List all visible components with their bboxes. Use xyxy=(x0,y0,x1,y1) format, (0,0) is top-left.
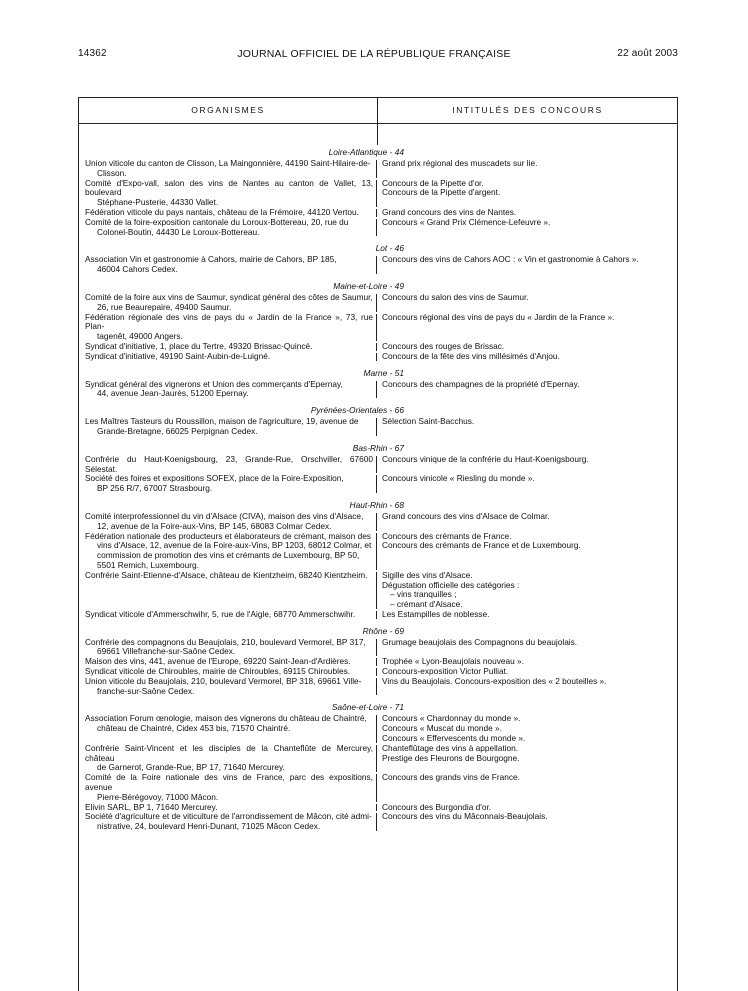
department-section xyxy=(79,146,677,237)
concours-line: Prestige des Fleurons de Bourgogne. xyxy=(382,752,520,763)
organisme-line: Fédération régionale des vins de pays du « Jardin de la France », 73, rue Plan- xyxy=(85,311,373,332)
concours-line: Concours de la fête des vins millésimés d'Anjou. xyxy=(382,350,560,361)
organisme-line: Maison des vins, 441, avenue de l'Europe, 69220 Saint-Jean-d'Ardières. xyxy=(85,656,351,667)
table-row xyxy=(79,571,677,610)
table-row xyxy=(79,610,677,620)
page-number: 14362 xyxy=(78,48,107,59)
table-row xyxy=(79,179,677,208)
organisme-cell xyxy=(79,352,373,362)
organisme-line: franche-sur-Saône Cedex. xyxy=(97,685,195,696)
organisme-line: 44, avenue Jean-Jaurès, 51200 Epernay. xyxy=(97,388,249,399)
column-header-organismes: ORGANISMES xyxy=(79,98,378,124)
organisme-line: Société des foires et expositions SOFEX, place de la Foire-Exposition, xyxy=(85,473,344,484)
organisme-line: tagenêt, 49000 Angers. xyxy=(97,331,183,342)
concours-line: Sigille des vins d'Alsace. xyxy=(382,569,473,580)
concours-line: Concours-exposition Victor Pulliat. xyxy=(382,666,509,677)
table-row xyxy=(79,677,677,697)
organisme-cell xyxy=(79,677,373,697)
table-body xyxy=(79,146,677,837)
table-row xyxy=(79,159,677,179)
concours-line: Concours des crémants de France. xyxy=(382,530,512,541)
concours-cell xyxy=(373,179,672,208)
organisme-line: 46004 Cahors Cedex. xyxy=(97,264,178,275)
organisme-line: Syndicat viticole d'Ammerschwihr, 5, rue de l'Aigle, 68770 Ammerschwihr. xyxy=(85,608,356,619)
publication-date: 22 août 2003 xyxy=(617,48,678,59)
table-row xyxy=(79,218,677,238)
organisme-line: Les Maîtres Tasteurs du Roussillon, maison de l'agriculture, 19, avenue de xyxy=(85,416,359,427)
concours-line: Grand prix régional des muscadets sur lie. xyxy=(382,158,538,168)
department-heading: Maine-et-Loire - 49 xyxy=(333,280,404,291)
department-heading: Rhône - 69 xyxy=(362,625,404,636)
organisme-line: Comité interprofessionnel du vin d'Alsace (CIVA), maison des vins d'Alsace, xyxy=(85,510,364,521)
table-row xyxy=(79,512,677,532)
organisme-cell xyxy=(79,218,373,238)
organisme-line: Colonel-Boutin, 44430 Le Loroux-Bottereau. xyxy=(97,226,260,237)
department-section xyxy=(79,625,677,697)
concours-line: Grand concours des vins d'Alsace de Colmar. xyxy=(382,510,550,521)
concours-line: Concours « Chardonnay du monde ». xyxy=(382,713,521,724)
concours-line: Concours « Effervescents du monde ». xyxy=(382,733,526,744)
organisme-line: Grande-Bretagne, 66025 Perpignan Cedex. xyxy=(97,425,258,436)
concours-line: Concours vinique de la confrérie du Haut-Koenigsbourg. xyxy=(382,453,589,464)
organisme-line: Comité de la Foire nationale des vins de France, parc des expositions, avenue xyxy=(85,772,373,793)
concours-cell xyxy=(373,255,672,275)
concours-line: Concours régional des vins de pays du « Jardin de la France ». xyxy=(382,311,615,322)
department-heading: Haut-Rhin - 68 xyxy=(349,499,404,510)
department-heading: Saône-et-Loire - 71 xyxy=(331,702,404,713)
table-row xyxy=(79,474,677,494)
table-row xyxy=(79,744,677,773)
concours-line: Grumage beaujolais des Compagnons du beaujolais. xyxy=(382,636,578,647)
organisme-line: de Garnerot, Grande-Rue, BP 17, 71640 Mercurey. xyxy=(97,762,285,773)
table-row xyxy=(79,773,677,802)
table-row xyxy=(79,812,677,832)
concours-line: Concours « Muscat du monde ». xyxy=(382,723,502,734)
organisme-cell xyxy=(79,744,373,773)
table-row xyxy=(79,638,677,658)
organisme-line: Confrérie du Haut-Koenigsbourg, 23, Grande-Rue, Orschviller, 67600 Sélestat. xyxy=(85,453,373,474)
department-section xyxy=(79,242,677,275)
concours-cell xyxy=(373,417,672,437)
organisme-cell xyxy=(79,532,373,571)
organisme-line: Comité d'Expo-vall, salon des vins de Nantes au canton de Vallet, 13, boulevard xyxy=(85,177,373,198)
organisme-line: Fédération nationale des producteurs et élaborateurs de crémant, maison des xyxy=(85,530,371,541)
concours-cell xyxy=(373,218,672,238)
organisme-line: Union viticole du Beaujolais, 210, boulevard Vermorel, BP 318, 69661 Ville- xyxy=(85,675,362,686)
concours-cell xyxy=(373,677,672,697)
organisme-line: Société d'agriculture et de viticulture de l'arrondissement de Mâcon, cité admi- xyxy=(85,811,372,822)
concours-line: Vins du Beaujolais. Concours-exposition des « 2 bouteilles ». xyxy=(382,675,607,686)
organisme-line: château de Chaintré, Cidex 453 bis, 71570 Chaintré. xyxy=(97,723,291,734)
table-row xyxy=(79,455,677,475)
concours-line: Concours des grands vins de France. xyxy=(382,772,520,783)
concours-cell xyxy=(373,380,672,400)
organisme-line: Confrérie Saint-Vincent et les disciples de la Chanteflûte de Mercurey, château xyxy=(85,742,373,763)
organisme-cell xyxy=(79,380,373,400)
concours-cell xyxy=(373,159,672,179)
concours-cell xyxy=(373,714,672,743)
concours-line: Trophée « Lyon-Beaujolais nouveau ». xyxy=(382,656,524,667)
column-header-intitules: INTITULÉS DES CONCOURS xyxy=(378,98,677,124)
department-section xyxy=(79,499,677,620)
concours-cell xyxy=(373,474,672,494)
organisme-line: Elivin SARL, BP 1, 71640 Mercurey. xyxy=(85,801,218,812)
department-section xyxy=(79,701,677,832)
organisme-line: Union viticole du canton de Clisson, La Maingonnière, 44190 Saint-Hilaire-de- xyxy=(85,158,371,168)
concours-line: Sélection Saint-Bacchus. xyxy=(382,416,475,427)
organisme-line: nistrative, 24, boulevard Henri-Dunant, 71025 Mâcon Cedex. xyxy=(97,821,321,832)
table-row xyxy=(79,313,677,342)
concours-cell xyxy=(373,638,672,658)
organisme-line: Clisson. xyxy=(97,167,127,178)
concours-line: Concours de la Pipette d'argent. xyxy=(382,187,501,198)
concours-cell xyxy=(373,773,672,802)
concours-cell xyxy=(373,512,672,532)
organisme-line: 5501 Remich, Luxembourg. xyxy=(97,559,199,570)
concours-line: Concours des Burgondia d'or. xyxy=(382,801,492,812)
department-section xyxy=(79,280,677,362)
concours-line: Chanteflûtage des vins à appellation. xyxy=(382,742,519,753)
organisme-line: Association Forum œnologie, maison des vignerons du château de Chaintré, xyxy=(85,713,367,724)
concours-cell xyxy=(373,293,672,313)
table-row xyxy=(79,532,677,571)
concours-line: Grand concours des vins de Nantes. xyxy=(382,206,517,217)
organisme-cell xyxy=(79,610,373,620)
organisme-cell xyxy=(79,179,373,208)
organisme-cell xyxy=(79,455,373,475)
organisme-cell xyxy=(79,773,373,802)
journal-title: JOURNAL OFFICIEL DE LA RÉPUBLIQUE FRANÇAISE xyxy=(237,48,511,60)
column-divider xyxy=(377,123,378,145)
organisme-line: Comité de la foire-exposition cantonale du Loroux-Bottereau, 20, rue du xyxy=(85,216,349,227)
organisme-line: commission de promotion des vins et crémants de Luxembourg, BP 50, xyxy=(97,550,360,561)
organisme-cell xyxy=(79,571,373,610)
concours-line: Concours des champagnes de la propriété d'Epernay. xyxy=(382,378,580,389)
organisme-cell xyxy=(79,512,373,532)
organisme-cell xyxy=(79,293,373,313)
table-row xyxy=(79,255,677,275)
department-section xyxy=(79,367,677,400)
concours-cell xyxy=(373,610,672,620)
organisme-cell xyxy=(79,159,373,179)
concours-cell xyxy=(373,532,672,571)
concours-table xyxy=(78,97,678,991)
concours-cell xyxy=(373,812,672,832)
concours-line: Dégustation officielle des catégories : xyxy=(382,579,520,590)
organisme-cell xyxy=(79,812,373,832)
department-section xyxy=(79,404,677,437)
organisme-line: 26, rue Beaurepaire, 49400 Saumur. xyxy=(97,301,232,312)
organisme-cell xyxy=(79,638,373,658)
table-row xyxy=(79,417,677,437)
organisme-line: BP 256 R/7, 67007 Strasbourg. xyxy=(97,483,213,494)
concours-line: Concours des vins de Cahors AOC : « Vin et gastronomie à Cahors ». xyxy=(382,254,639,265)
organisme-line: vins d'Alsace, 12, avenue de la Foire-aux-Vins, BP 1203, 68012 Colmar, et xyxy=(97,540,372,551)
organisme-cell xyxy=(79,474,373,494)
organisme-line: Syndicat viticole de Chiroubles, mairie de Chiroubles, 69115 Chiroubles. xyxy=(85,666,351,677)
concours-line: Concours des vins du Mâconnais-Beaujolais. xyxy=(382,811,548,822)
concours-cell xyxy=(373,352,672,362)
department-section xyxy=(79,442,677,494)
organisme-line: 12, avenue de la Foire-aux-Vins, BP 145, 68083 Colmar Cedex. xyxy=(97,520,332,531)
concours-line: Concours du salon des vins de Saumur. xyxy=(382,291,529,302)
organisme-cell xyxy=(79,714,373,743)
organisme-line: Stéphane-Pusterie, 44330 Vallet. xyxy=(97,197,219,208)
department-heading: Loire-Atlantique - 44 xyxy=(328,147,404,157)
table-row xyxy=(79,293,677,313)
concours-line: – crémant d'Alsace. xyxy=(390,599,463,610)
organisme-line: Syndicat d'initiative, 49190 Saint-Aubin-de-Luigné. xyxy=(85,350,271,361)
department-heading: Marne - 51 xyxy=(363,367,404,378)
organisme-line: Fédération viticole du pays nantais, château de la Frémoire, 44120 Vertou. xyxy=(85,206,359,217)
concours-cell xyxy=(373,571,672,610)
table-row xyxy=(79,714,677,743)
table-row xyxy=(79,380,677,400)
organisme-line: Comité de la foire aux vins de Saumur, syndicat général des côtes de Saumur, xyxy=(85,291,373,302)
concours-line: – vins tranquilles ; xyxy=(390,589,457,600)
organisme-line: Association Vin et gastronomie à Cahors, mairie de Cahors, BP 185, xyxy=(85,254,337,265)
table-row xyxy=(79,352,677,362)
concours-line: Concours de la Pipette d'or. xyxy=(382,177,484,188)
organisme-line: Syndicat d'initiative, 1, place du Tertre, 49320 Brissac-Quincé. xyxy=(85,340,313,351)
organisme-cell xyxy=(79,417,373,437)
organisme-line: Confrérie Saint-Etienne-d'Alsace, château de Kientzheim, 68240 Kientzheim. xyxy=(85,569,368,580)
department-heading: Lot - 46 xyxy=(375,243,404,254)
organisme-line: Syndicat général des vignerons et Union des commerçants d'Epernay, xyxy=(85,378,343,389)
organisme-line: Confrérie des compagnons du Beaujolais, 210, boulevard Vermorel, BP 317, xyxy=(85,636,366,647)
concours-line: Les Estampilles de noblesse. xyxy=(382,608,490,619)
concours-line: Concours des rouges de Brissac. xyxy=(382,340,505,351)
concours-line: Concours vinicole « Riesling du monde ». xyxy=(382,473,535,484)
organisme-cell xyxy=(79,313,373,342)
concours-line: Concours « Grand Prix Clémence-Lefeuvre ». xyxy=(382,216,551,227)
concours-line: Concours des crémants de France et de Luxembourg. xyxy=(382,540,581,551)
organisme-line: Pierre-Bérégovoy, 71000 Mâcon. xyxy=(97,791,219,802)
organisme-line: 69661 Villefranche-sur-Saône Cedex. xyxy=(97,646,236,657)
department-heading: Bas-Rhin - 67 xyxy=(352,442,404,453)
concours-cell xyxy=(373,455,672,475)
concours-cell xyxy=(373,313,672,342)
department-heading: Pyrénées-Orientales - 66 xyxy=(310,405,404,416)
organisme-cell xyxy=(79,255,373,275)
concours-cell xyxy=(373,744,672,773)
